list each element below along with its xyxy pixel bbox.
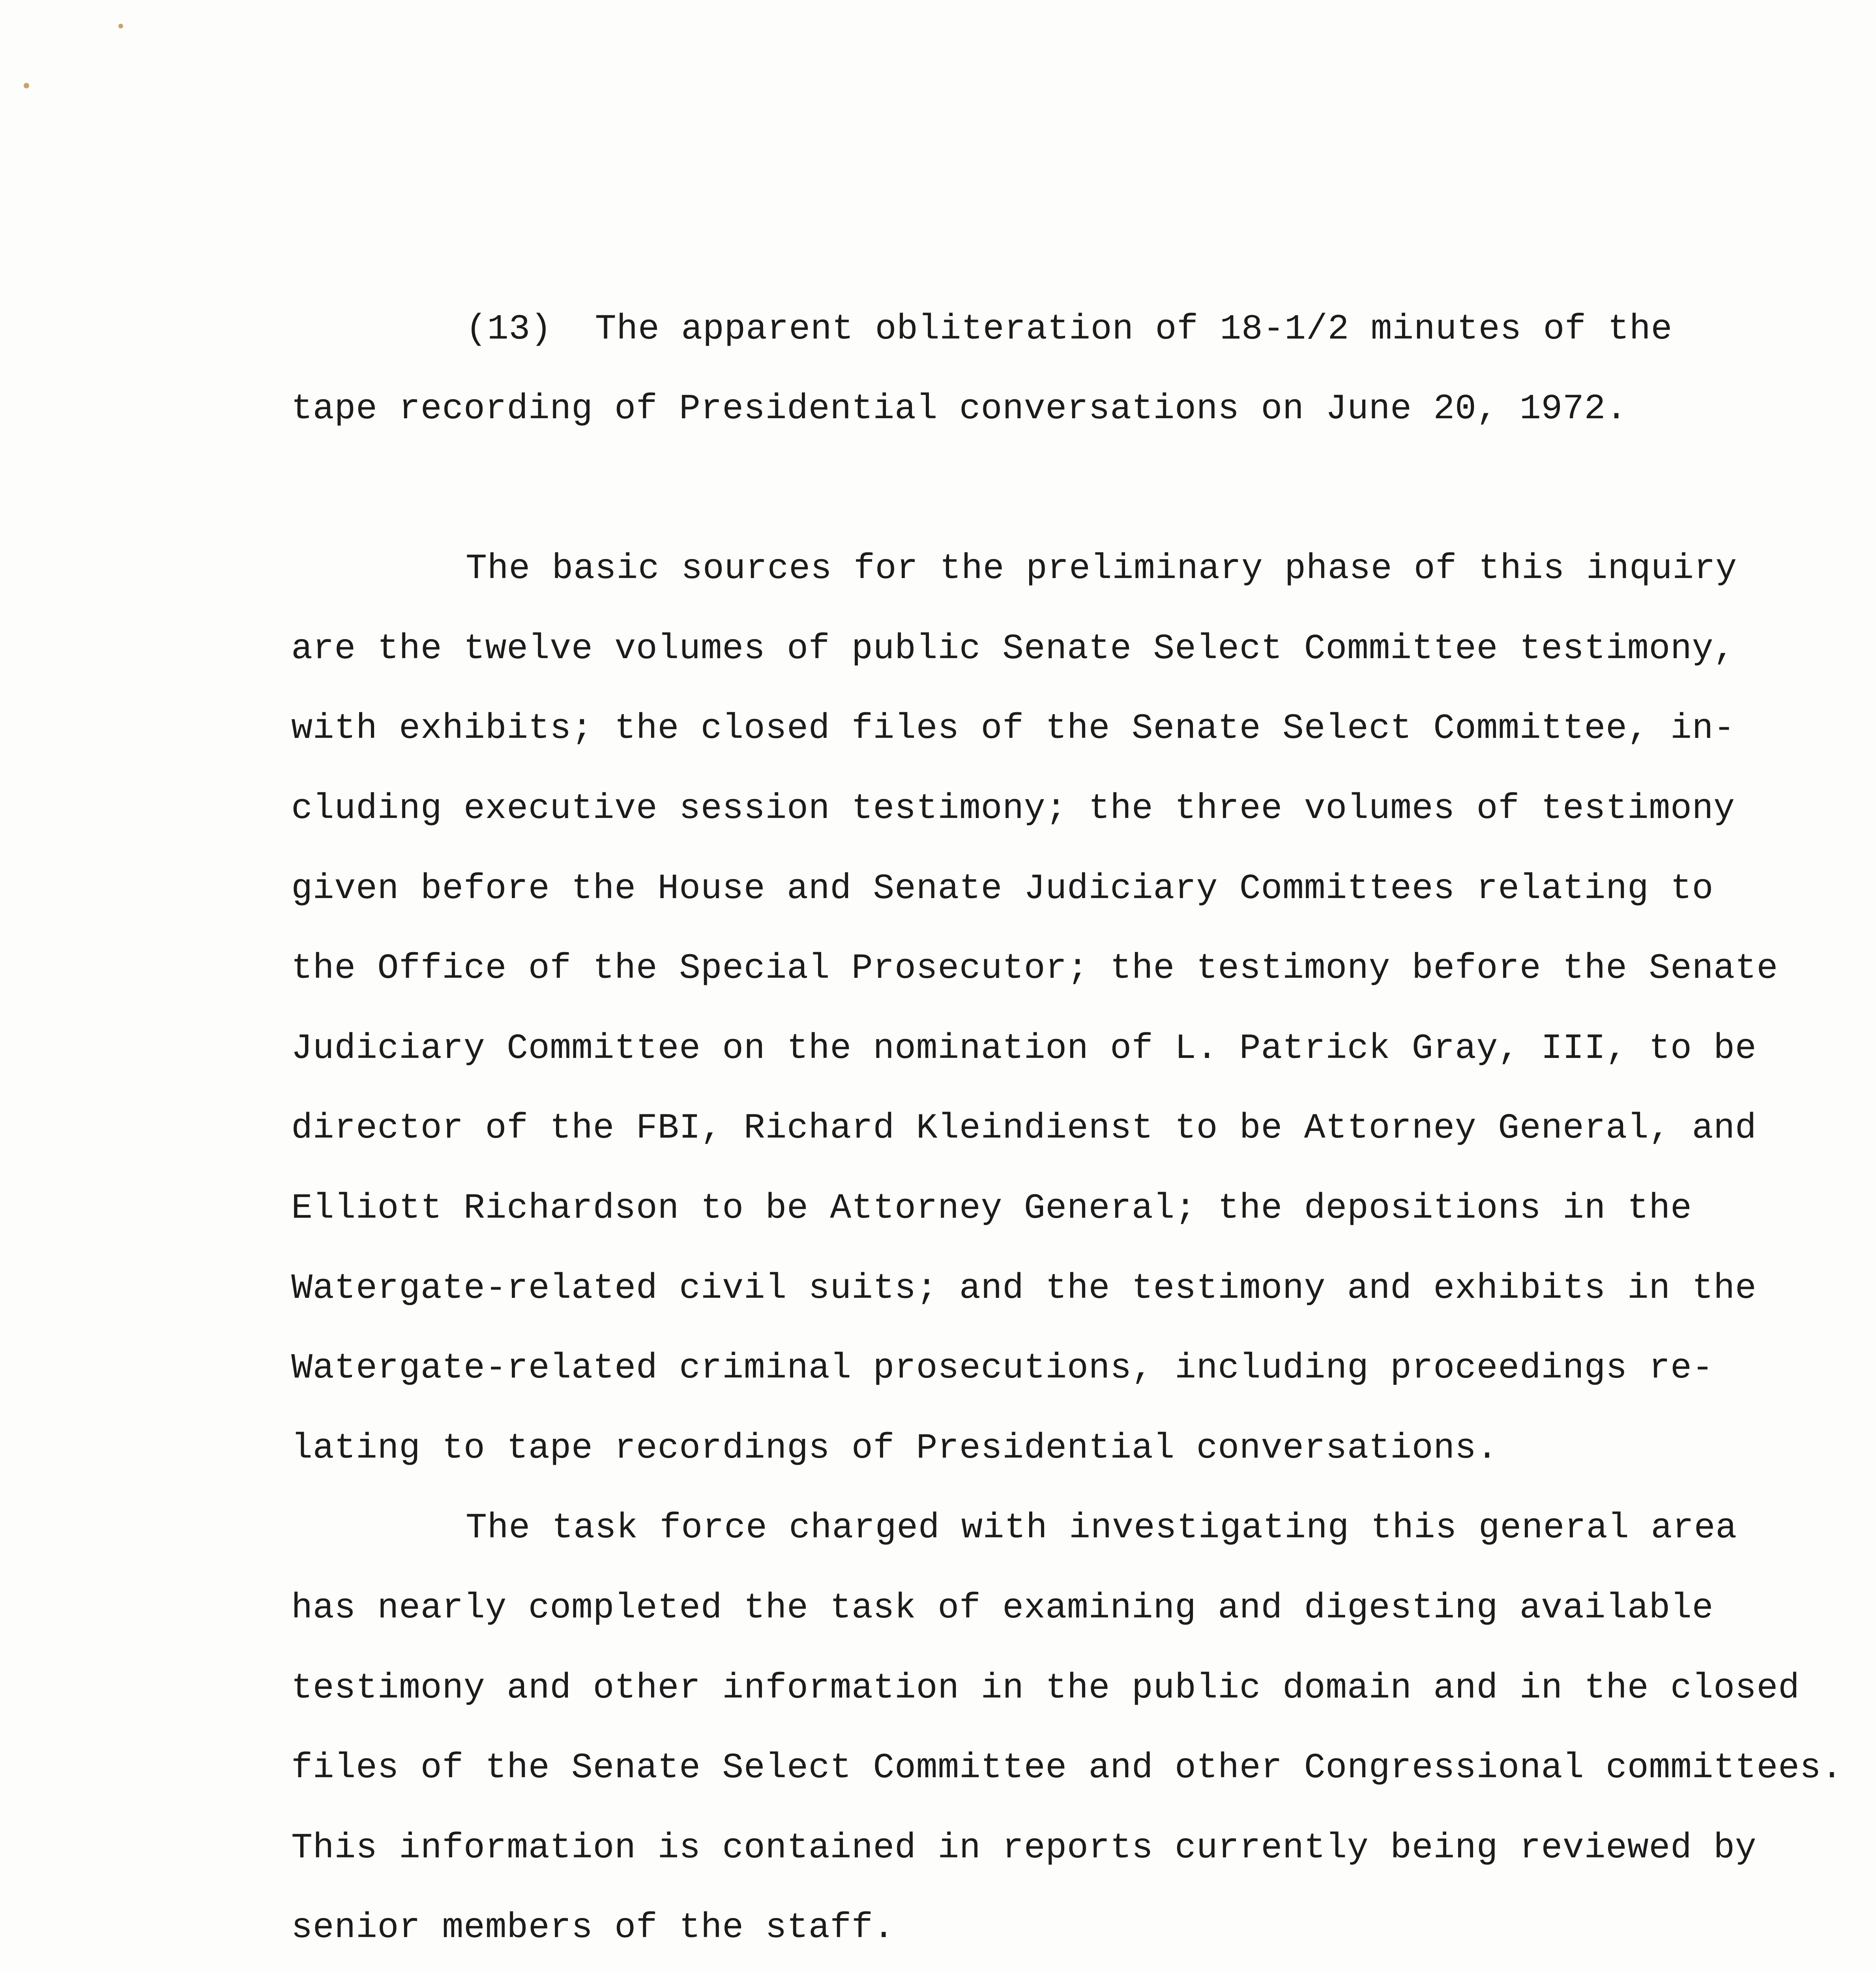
basic-sources-line-2: are the twelve volumes of public Senate Select Committee testimony, [291, 629, 1735, 669]
task-force-line-2: has nearly completed the task of examining and digesting available [291, 1588, 1714, 1629]
task-force-line-4: files of the Senate Select Committee and other Congressional committees. [291, 1748, 1843, 1788]
basic-sources-line-12: lating to tape recordings of Presidential conversations. [291, 1428, 1498, 1469]
basic-sources-line-1: The basic sources for the preliminary phase of this inquiry [466, 549, 1737, 589]
basic-sources-line-3: with exhibits; the closed files of the Senate Select Committee, in- [291, 709, 1735, 749]
basic-sources-line-8: director of the FBI, Richard Kleindienst to be Attorney General, and [291, 1108, 1757, 1149]
task-force-line-6: senior members of the staff. [291, 1908, 895, 1948]
task-force-line-3: testimony and other information in the public domain and in the closed [291, 1668, 1800, 1709]
item-13-line-2: tape recording of Presidential conversations on June 20, 1972. [291, 389, 1627, 429]
basic-sources-line-11: Watergate-related criminal prosecutions, including proceedings re- [291, 1348, 1714, 1389]
basic-sources-line-5: given before the House and Senate Judiciary Committees relating to [291, 869, 1714, 909]
task-force-line-1: The task force charged with investigating this general area [466, 1508, 1737, 1548]
basic-sources-line-7: Judiciary Committee on the nomination of L. Patrick Gray, III, to be [291, 1029, 1757, 1069]
basic-sources-line-10: Watergate-related civil suits; and the testimony and exhibits in the [291, 1269, 1757, 1309]
basic-sources-line-4: cluding executive session testimony; the three volumes of testimony [291, 789, 1735, 829]
basic-sources-line-9: Elliott Richardson to be Attorney General; the depositions in the [291, 1189, 1692, 1229]
paper-speck [118, 24, 123, 28]
task-force-line-5: This information is contained in reports currently being reviewed by [291, 1828, 1757, 1868]
item-13-line-1: (13) The apparent obliteration of 18-1/2 minutes of the [466, 309, 1673, 350]
basic-sources-line-6: the Office of the Special Prosecutor; the testimony before the Senate [291, 949, 1779, 989]
paper-speck [24, 83, 29, 88]
